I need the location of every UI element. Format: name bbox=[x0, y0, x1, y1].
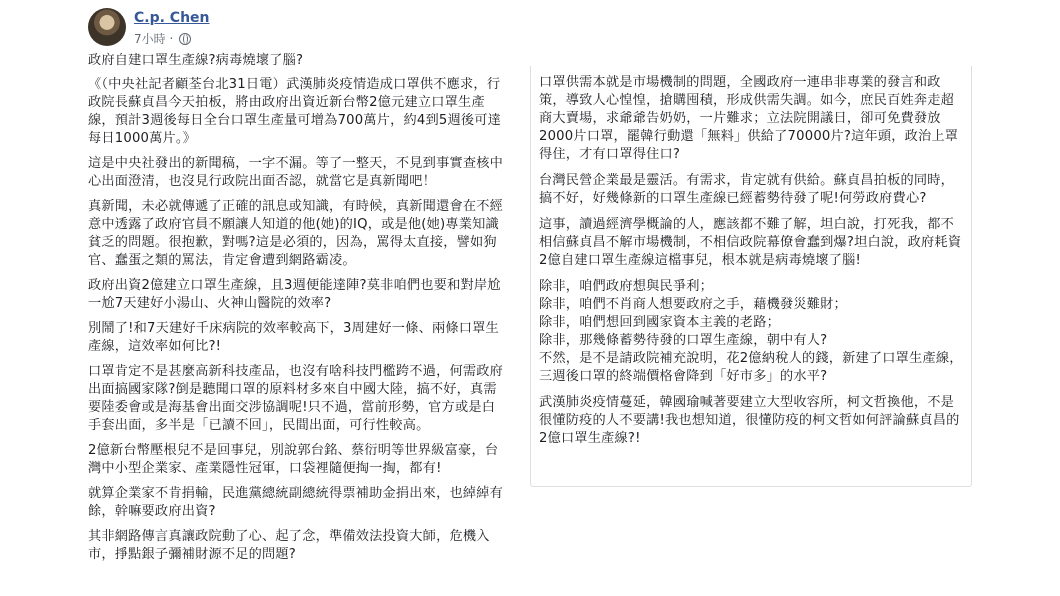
post-meta bbox=[134, 30, 191, 47]
post-paragraph: 就算企業家不肯捐輸，民進黨總統副總統得票補助金捐出來，也綽綽有餘，幹嘛要政府出資? bbox=[88, 486, 504, 519]
post-paragraph: 除非，咱們想回到國家資本主義的老路； bbox=[539, 315, 780, 330]
post-paragraph: 口罩肯定不是甚麼高新科技產品，也沒有啥科技門檻跨不過，何需政府出面搞國家隊?倒是聽聞口罩的原料材多來自中國大陸，搞不好，真需要陸委會或是海基會出面交涉協調呢!只不過，當前形勢，官方或是白手套出面，多半是「已讀不回」，民間出面，可行性較高。 bbox=[88, 364, 504, 433]
avatar[interactable] bbox=[88, 8, 126, 46]
post-paragraph: 其非網路傳言真讓政院動了心、起了念，準備效法投資大師，危機入市，掙點銀子彌補財源不足的問題? bbox=[88, 529, 490, 562]
post-paragraph: 這是中央社發出的新聞稿，一字不漏。等了一整天，不見到事實查核中心出面澄清，也沒見行政院出面否認，就當它是真新聞吧！ bbox=[88, 156, 504, 189]
post-paragraph: 別鬧了!和7天建好千床病院的效率較高下，3周建好一條、兩條口罩生產線，這效率如何比?! bbox=[88, 321, 499, 354]
post-paragraph: 不然，是不是請政院補充說明，花2億納稅人的錢，新建了口罩生產線，三週後口罩的終端價格會降到「好市多」的水平? bbox=[539, 351, 963, 384]
post-time[interactable]: 7小時 bbox=[134, 32, 166, 46]
post-paragraph: 口罩供需本就是市場機制的問題，全國政府一連串非專業的發言和政策，導致人心惶惶，搶購囤積，形成供需失調。如今，庶民百姓奔走超商大賣場，求爺爺告奶奶，一片難求；立法院開議日，卻可免費發放2000片口罩，罷韓行動還「無料」供給了70000片?這年頭，政治上罩得住，才有口罩得住口? bbox=[539, 75, 959, 162]
post-paragraph: 政府出資2億建立口罩生產線，且3週便能達陣?莫非咱們也要和對岸尬一尬7天建好小湯山、火神山醫院的效率? bbox=[88, 278, 501, 311]
post-paragraph: 2億新台幣壓根兒不是回事兒，別說郭台銘、蔡衍明等世界級富豪，台灣中小型企業家、產業隱性冠軍，口袋裡隨便掏一掏，都有! bbox=[88, 443, 499, 476]
post-paragraph: 武漢肺炎疫情蔓延，韓國瑜喊著要建立大型收容所，柯文哲換他，不是很懂防疫的人不要講!我也想知道，很懂防疫的柯文哲如何評論蘇貞昌的2億口罩生產線?! bbox=[539, 395, 960, 446]
post-header bbox=[88, 6, 506, 52]
post-paragraph: 《（中央社記者顧荃台北31日電）武漢肺炎疫情造成口罩供不應求，行政院長蘇貞昌今天拍板，將由政府出資近新台幣2億元建立口罩生產線，預計3週後每日全台口罩生產量可增為700萬片，約4到5週後可達每日1000萬片。》 bbox=[88, 77, 502, 146]
facebook-post-right-column bbox=[530, 66, 972, 487]
post-paragraph: 這事，讀過經濟學概論的人，應該都不難了解，坦白說，打死我，都不相信蘇貞昌不解市場機制，不相信政院幕僚會蠢到爆?坦白說，政府耗資2億自建口罩生產線這檔事兒，根本就是病毒燒壞了腦! bbox=[539, 217, 962, 268]
post-paragraph: 真新聞，未必就傳遞了正確的訊息或知識，有時候，真新聞還會在不經意中透露了政府官員不願讓人知道的他(她)的IQ，或是他(她)專業知識貧乏的問題。很抱歉，對嗎?這是必須的，因為，罵得太直接，譬如狗官、蠢蛋之類的罵法，肯定會遭到網路霸凌。 bbox=[88, 199, 504, 268]
post-paragraph: 除非，咱們政府想與民爭利； bbox=[539, 279, 714, 294]
post-paragraph: 除非，那幾條蓄勢待發的口罩生產線，朝中有人? bbox=[539, 333, 828, 348]
author-name-link[interactable]: C.p. Chen bbox=[134, 10, 210, 26]
globe-icon[interactable] bbox=[179, 33, 191, 45]
meta-separator: · bbox=[169, 31, 174, 46]
post-paragraph: 台灣民營企業最是靈活。有需求，肯定就有供給。蘇貞昌拍板的同時，搞不好，好幾條新的口罩生產線已經蓄勢待發了呢!何勞政府費心? bbox=[539, 173, 955, 206]
facebook-post-left-column bbox=[88, 6, 506, 594]
post-paragraph: 除非，咱們不肖商人想要政府之手，藉機發災難財； bbox=[539, 297, 847, 312]
post-headline: 政府自建口罩生產線?病毒燒壞了腦? bbox=[88, 53, 304, 68]
